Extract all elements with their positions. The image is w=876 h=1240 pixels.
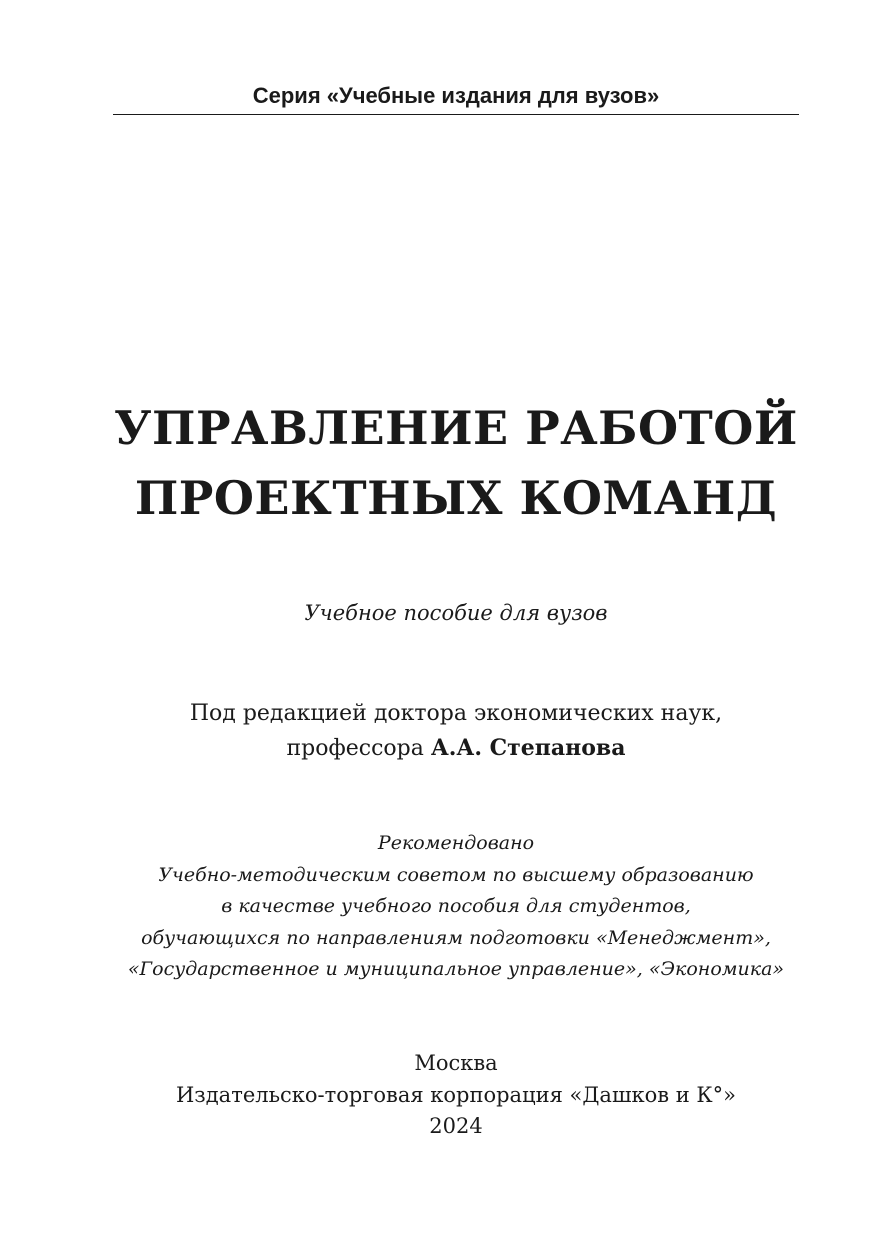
imprint-publisher: Издательско-торговая корпорация «Дашков и К°» — [175, 1082, 737, 1107]
book-title — [0, 393, 876, 533]
editor-name: А.А. Степанова — [430, 735, 626, 761]
imprint-year: 2024 — [429, 1114, 483, 1138]
editor-credit-line-1: Под редакцией доктора экономических наук, — [189, 701, 723, 726]
recommendation-line: Рекомендовано — [377, 832, 535, 854]
book-subtitle: Учебное пособие для вузов — [304, 601, 608, 625]
recommendation-block — [0, 828, 876, 986]
recommendation-line: в качестве учебного пособия для студентов, — [221, 895, 691, 917]
editor-title: профессора — [286, 736, 431, 761]
recommendation-line: Учебно-методическим советом по высшему образованию — [158, 863, 754, 886]
book-title-line-1: УПРАВЛЕНИЕ РАБОТОЙ — [114, 401, 798, 455]
recommendation-line: «Государственное и муниципальное управление», «Экономика» — [127, 958, 785, 980]
editor-credit — [0, 697, 876, 766]
editor-credit-line-2 — [0, 731, 876, 766]
recommendation-line: обучающихся по направлениям подготовки «Менеджмент», — [141, 926, 771, 949]
series-header: Серия «Учебные издания для вузов» — [252, 83, 660, 108]
book-title-line-2: ПРОЕКТНЫХ КОМАНД — [134, 471, 778, 525]
imprint-block — [0, 1048, 876, 1143]
imprint-city: Москва — [414, 1051, 498, 1075]
header-divider — [113, 114, 799, 115]
